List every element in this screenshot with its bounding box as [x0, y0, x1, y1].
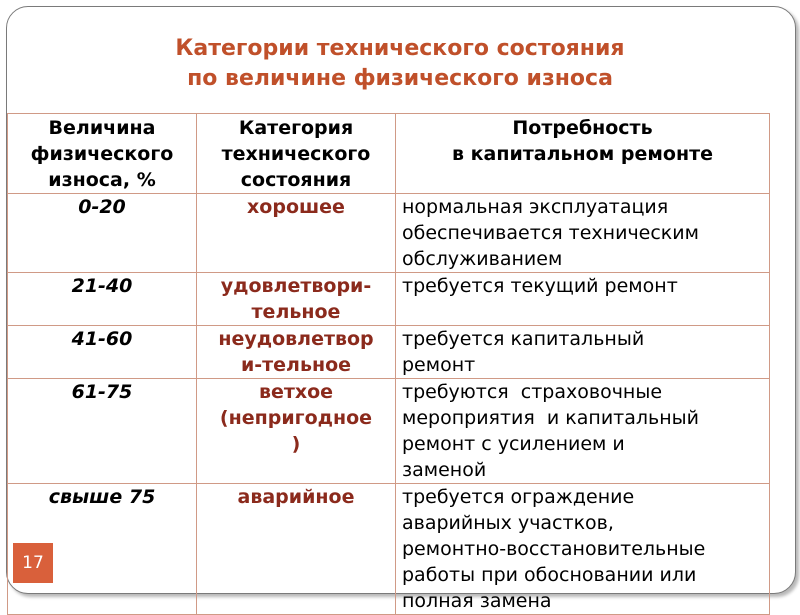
wear-cell: свыше 75 — [8, 484, 197, 615]
wear-cell: 61-75 — [8, 379, 197, 484]
category-line: ) — [291, 433, 301, 455]
category-line: удовлетвори- — [220, 275, 372, 297]
header-wear-line: физического — [30, 143, 174, 165]
category-cell — [197, 379, 396, 484]
need-line: требуется текущий ремонт — [402, 275, 678, 297]
need-cell — [396, 194, 770, 273]
slide-number-badge: 17 — [13, 543, 53, 583]
categories-table — [7, 113, 770, 615]
header-category-line: состояния — [240, 169, 352, 191]
category-line: хорошее — [247, 196, 345, 218]
category-line: аварийное — [237, 486, 355, 508]
category-line: и-тельное — [240, 354, 352, 376]
header-wear — [8, 114, 197, 194]
need-line: ремонт с усилением и — [402, 433, 625, 455]
wear-cell: 0-20 — [8, 194, 197, 273]
need-line: ремонтно-восстановительные — [402, 538, 706, 560]
wear-cell: 21-40 — [8, 273, 197, 326]
need-line: ремонт — [402, 354, 476, 376]
need-cell — [396, 484, 770, 615]
header-category — [197, 114, 396, 194]
table-header-row — [8, 114, 770, 194]
need-line: заменой — [402, 459, 487, 481]
slide-title — [0, 34, 800, 94]
need-line: мероприятия и капитальный — [402, 407, 699, 429]
need-line: требуется капитальный — [402, 328, 645, 350]
table-row — [8, 194, 770, 273]
header-category-line: технического — [221, 143, 371, 165]
table-row — [8, 379, 770, 484]
category-line: неудовлетвор — [218, 328, 374, 350]
need-cell — [396, 379, 770, 484]
need-line: нормальная эксплуатация — [402, 196, 669, 218]
header-wear-line: износа, % — [48, 169, 156, 191]
category-line: тельное — [251, 301, 341, 323]
need-line: обеспечивается техническим — [402, 222, 699, 244]
category-line: (непригодное — [219, 407, 373, 429]
table-row — [8, 326, 770, 379]
table-row — [8, 484, 770, 615]
need-line: работы при обосновании или — [402, 564, 697, 586]
need-line: требуются страховочные — [402, 381, 663, 403]
need-cell — [396, 326, 770, 379]
category-cell — [197, 326, 396, 379]
header-need-line: Потребность — [512, 117, 653, 139]
category-cell — [197, 484, 396, 615]
wear-cell: 41-60 — [8, 326, 197, 379]
header-need — [396, 114, 770, 194]
category-cell — [197, 194, 396, 273]
need-line: обслуживанием — [402, 248, 563, 270]
need-line: требуется ограждение — [402, 486, 635, 508]
title-line-2: по величине физического износа — [187, 66, 613, 91]
table-row — [8, 273, 770, 326]
category-cell — [197, 273, 396, 326]
header-need-line: в капитальном ремонте — [452, 143, 713, 165]
category-line: ветхое — [258, 381, 334, 403]
need-cell — [396, 273, 770, 326]
need-line: аварийных участков, — [402, 512, 614, 534]
header-category-line: Категория — [238, 117, 354, 139]
need-line: полная замена — [402, 590, 552, 612]
title-line-1: Категории технического состояния — [175, 36, 625, 61]
header-wear-line: Величина — [48, 117, 156, 139]
